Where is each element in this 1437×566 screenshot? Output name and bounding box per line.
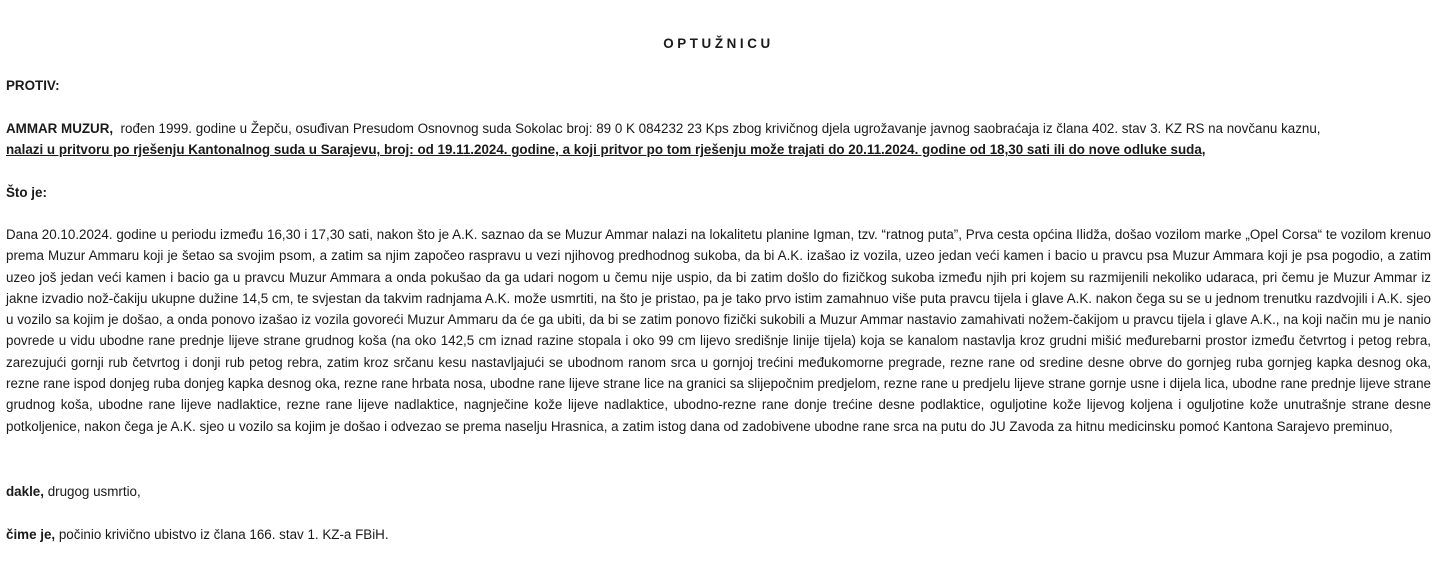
protiv-heading: PROTIV:	[6, 78, 60, 93]
dakle-label: dakle,	[6, 484, 44, 499]
document-title: OPTUŽNICU	[663, 36, 774, 51]
detention-statement: nalazi u pritvoru po rješenju Kantonalnog suda u Sarajevu, broj: od 19.11.2024. godine, a koji pritvor po tom rješenju može trajati do 20.11.2024. godine od 18,30 sati ili do nove odluke suda,	[6, 142, 1206, 158]
sto-je-heading: Što je:	[6, 185, 47, 200]
dakle-text: drugog usmrtio,	[43, 484, 141, 499]
cime-je-paragraph	[6, 524, 1431, 545]
cime-je-label: čime je,	[6, 527, 56, 542]
cime-je-text: počinio krivično ubistvo iz člana 166. stav 1. KZ-a FBiH.	[55, 527, 389, 542]
accused-name: AMMAR MUZUR,	[6, 121, 114, 136]
accused-details: rođen 1999. godine u Žepču, osuđivan Presudom Osnovnog suda Sokolac broj: 89 0 K 084232 23 Kps zbog krivičnog djela ugrožavanje javnog saobraćaja iz člana 402. stav 3. KZ RS na novčanu kaznu,	[113, 121, 1321, 136]
accused-paragraph	[6, 118, 1431, 161]
dakle-paragraph	[6, 481, 1431, 502]
facts-paragraph: Dana 20.10.2024. godine u periodu između 16,30 i 17,30 sati, nakon što je A.K. saznao da se Muzur Ammar nalazi na lokalitetu planine Igman, tzv. “ratnog puta”, Prva cesta općina Ilidža, došao vozilom marke „Opel Corsa“ te vozilom krenuo prema Muzur Ammaru koji je šetao sa svojim psom, a zatim sa njim započeo raspravu u vezi njihovog predhodnog sukoba, da bi A.K. izašao iz vozila, uzeo jedan veći kamen i bacio u pravcu psa Muzur Ammara koji je psa pogodio, a zatim uzeo još jedan veći kamen i bacio ga u pravcu Muzur Ammara a onda pokušao da ga udari nogom u čemu nije uspio, da bi zatim došlo do fizičkog sukoba između njih pri kojem su razmijenili nekoliko udaraca, pri čemu je Muzur Ammar iz jakne izvadio nož-čakiju ukupne dužine 14,5 cm, te svjestan da takvim radnjama A.K. može usmrtiti, na što je pristao, pa je tako prvo istim zamahnuo više puta pravcu tijela i glave A.K. nakon čega su se u jednom trenutku razdvojili i A.K. sjeo u vozilo sa kojim je došao, a onda ponovo izašao iz vozila govoreći Muzur Ammaru da će ga ubiti, da bi se zatim ponovo fizički sukobili a Muzur Ammar nastavio zamahivati nožem-čakijom u pravcu tijela i glave A.K., na koji način mu je nanio povrede u vidu ubodne rane prednje lijeve strane grudnog koša (na oko 142,5 cm iznad razine stopala i oko 99 cm lijevo središnje linije tijela) koja se kanalom nastavlja kroz grudni mišić međurebarni prostor između četvrtog i petog rebra, zarezujući gornji rub četvrtog i donji rub petog rebra, zatim kroz srčanu kesu nastavljajući se ubodnom ranom srca u gornjoj trećini međukomorne pregrade, rezne rane od sredine desne obrve do gornjeg ruba gornjeg kapka desnog oka, rezne rane ispod donjeg ruba donjeg kapka desnog oka, rezne rane hrbata nosa, ubodne rane lijeve strane lice na granici sa slijepočnim predjelom, rezne rane u predjelu lijeve strane gornje usne i dijela lica, ubodne rane prednje lijeve strane grudnog koša, ubodne rane lijeve nadlaktice, rezne rane lijeve nadlaktice, nagnječine kože lijeve nadlaktice, ubodno-rezne rane donje trećine desne podlaktice, oguljotine kože lijevog koljena i oguljotine kože unutrašnje strane desne potkoljenice, nakon čega je A.K. sjeo u vozilo sa kojim je došao i odvezao se prema naselju Hrasnica, a zatim istog dana od zadobivene ubodne rane srca na putu do JU Zavoda za hitnu medicinsku pomoć Kantona Sarajevo preminuo,	[6, 227, 1431, 434]
